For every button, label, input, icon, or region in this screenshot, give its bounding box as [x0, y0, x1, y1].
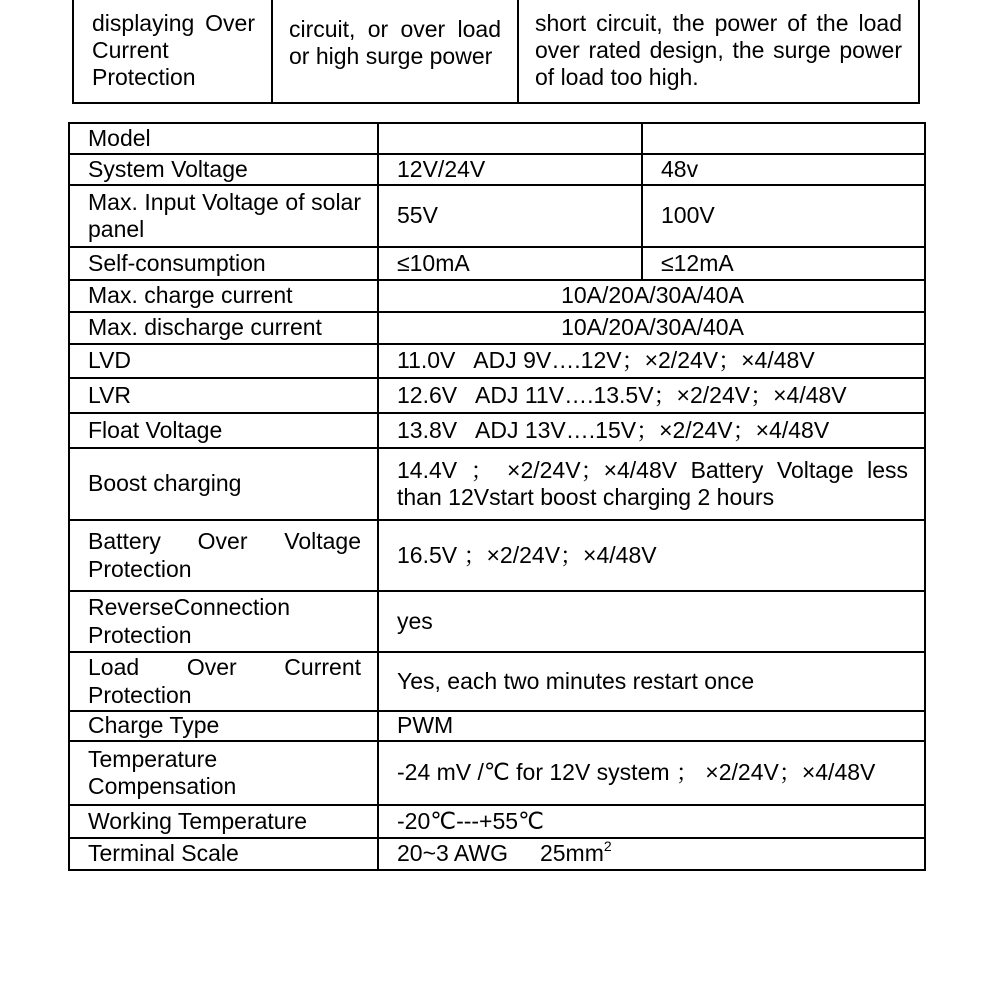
table-row	[69, 185, 925, 247]
table-row	[69, 838, 925, 870]
row-label: Battery Over Voltage Protection	[69, 520, 378, 591]
superscript-exponent: 2	[603, 838, 612, 855]
row-label: Temperature Compensation	[69, 741, 378, 805]
table-row	[69, 652, 925, 711]
row-label: Max. Input Voltage of solar panel	[69, 185, 378, 247]
row-value: 100V	[642, 185, 925, 247]
table-row	[69, 312, 925, 344]
row-value: -24 mV /℃ for 12V system ； ×2/24V；×4/48V	[378, 741, 925, 805]
row-label: Max. charge current	[69, 280, 378, 312]
cell-line: Protection	[92, 63, 196, 90]
row-label: ReverseConnection Protection	[69, 591, 378, 652]
row-value	[378, 838, 925, 870]
cell-line: over rated design, the surge power	[535, 36, 902, 63]
row-label: LVR	[69, 378, 378, 413]
table-row	[69, 123, 925, 154]
table-cell	[73, 0, 272, 103]
row-value: 12.6V ADJ 11V….13.5V；×2/24V；×4/48V	[378, 378, 925, 413]
row-value: 13.8V ADJ 13V….15V；×2/24V；×4/48V	[378, 413, 925, 448]
cell-line: short circuit, the power of the load	[535, 9, 902, 36]
row-label: Charge Type	[69, 711, 378, 741]
row-value: yes	[378, 591, 925, 652]
row-value: PWM	[378, 711, 925, 741]
table-row	[69, 154, 925, 185]
row-label: Boost charging	[69, 448, 378, 520]
row-value: ≤12mA	[642, 247, 925, 280]
row-label: Model	[69, 123, 378, 154]
table-row	[69, 711, 925, 741]
table-row	[69, 520, 925, 591]
row-value	[642, 123, 925, 154]
table-row	[69, 805, 925, 838]
row-value: 48v	[642, 154, 925, 185]
row-value: 55V	[378, 185, 642, 247]
table-row	[69, 741, 925, 805]
cell-line: displaying Over	[92, 9, 255, 36]
row-value: 11.0V ADJ 9V….12V；×2/24V；×4/48V	[378, 344, 925, 378]
table-cell	[518, 0, 919, 103]
specification-table	[68, 122, 926, 871]
row-value	[378, 123, 642, 154]
table-row	[69, 413, 925, 448]
row-label: Load Over Current Protection	[69, 652, 378, 711]
row-value: -20℃---+55℃	[378, 805, 925, 838]
table-row	[69, 378, 925, 413]
table-row	[69, 344, 925, 378]
row-value: ≤10mA	[378, 247, 642, 280]
row-label: Float Voltage	[69, 413, 378, 448]
table-row	[69, 591, 925, 652]
table-row	[69, 247, 925, 280]
row-value: 10A/20A/30A/40A	[378, 280, 925, 312]
row-label: Terminal Scale	[69, 838, 378, 870]
cell-line: Current	[92, 36, 169, 63]
table-cell	[272, 0, 518, 103]
table-row	[73, 0, 919, 103]
row-label: Max. discharge current	[69, 312, 378, 344]
table-row	[69, 448, 925, 520]
cell-line: circuit, or over load	[289, 15, 501, 42]
row-value: 14.4V ； ×2/24V；×4/48V Battery Voltage less than 12Vstart boost charging 2 hours	[378, 448, 925, 520]
cell-line: or high surge power	[289, 42, 493, 69]
row-value: 16.5V ；×2/24V；×4/48V	[378, 520, 925, 591]
table-row	[69, 280, 925, 312]
row-label: Working Temperature	[69, 805, 378, 838]
terminal-scale-text: 20~3 AWG 25mm	[397, 840, 604, 867]
row-value: Yes, each two minutes restart once	[378, 652, 925, 711]
row-value: 10A/20A/30A/40A	[378, 312, 925, 344]
row-label: Self-consumption	[69, 247, 378, 280]
cell-line: of load too high.	[535, 63, 699, 90]
row-label: LVD	[69, 344, 378, 378]
row-label: System Voltage	[69, 154, 378, 185]
previous-table-fragment	[72, 0, 920, 104]
row-value: 12V/24V	[378, 154, 642, 185]
